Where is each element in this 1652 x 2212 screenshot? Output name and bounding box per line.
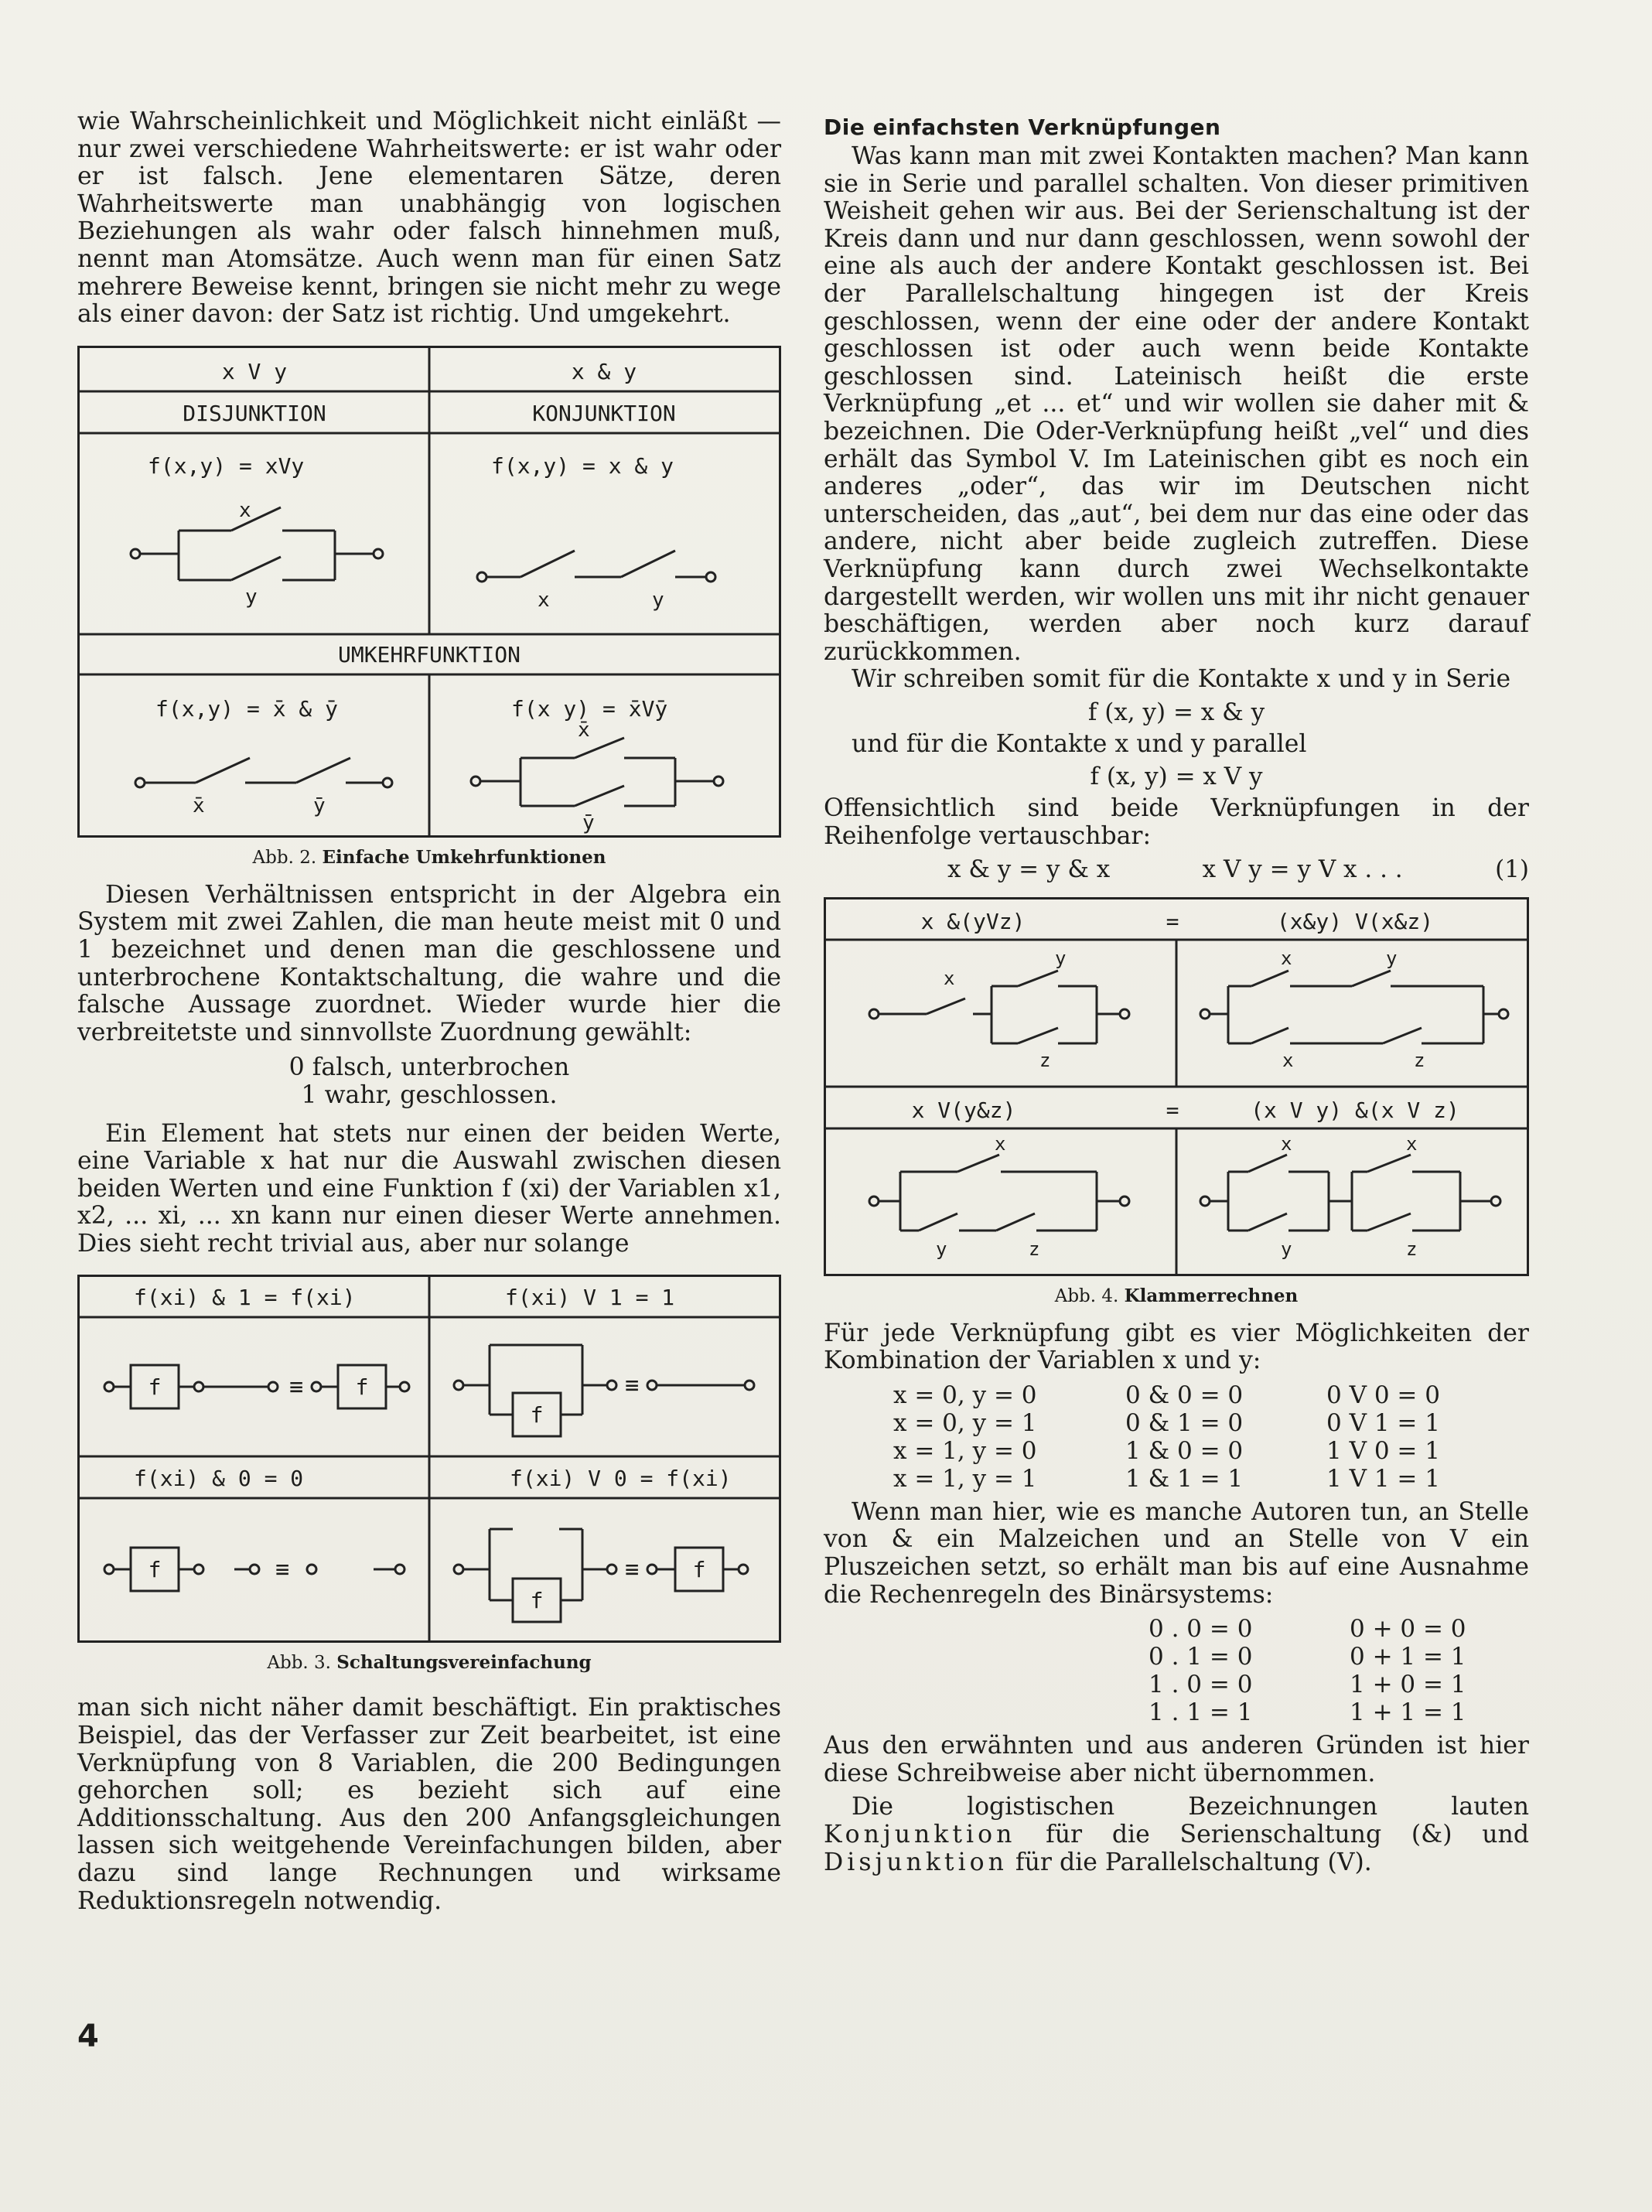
fig4-row1-left: x &(yVz) xyxy=(920,908,1026,934)
fig3-cell-4: f(xi) V 0 = f(xi) xyxy=(510,1466,732,1492)
fig2-umkehr-right: f(x y) = x̄Vȳ xyxy=(511,695,668,722)
fig2-label-xbar: x̄ xyxy=(193,794,205,818)
figure-2-caption xyxy=(77,847,781,868)
figure-4-caption xyxy=(824,1285,1529,1306)
fig2-umkehr-left: f(x,y) = x̄ & ȳ xyxy=(155,695,339,722)
term-disjunktion: Disjunktion xyxy=(824,1848,1008,1876)
formula-part: x & y = y & x xyxy=(947,855,1111,883)
text-run: für die Parallelschaltung (V). xyxy=(1007,1848,1372,1876)
assignment-line: 1 wahr, geschlossen. xyxy=(301,1080,558,1109)
fig3-cell-2: f(xi) V 1 = 1 xyxy=(505,1285,675,1311)
binary-cell: 0 + 0 = 0 xyxy=(1350,1615,1466,1644)
equation-number: (1) xyxy=(1495,855,1529,883)
fig4-circuit-3 xyxy=(869,1155,1129,1231)
figure-2 xyxy=(77,346,781,838)
term-konjunktion: Konjunktion xyxy=(824,1821,1016,1848)
binary-cell: 1 . 0 = 0 xyxy=(1149,1671,1253,1699)
paragraph: Ein Element hat stets nur einen der beiden Werte, eine Variable x hat nur die Auswahl zwischen diesen beiden Werten und eine Funktion f (xi) der Variablen x1, x2, ... xi, ... xn kann nur einen dieser Werte annehmen. Dies sieht recht trivial aus, aber nur solange xyxy=(77,1119,781,1258)
truth-cell: 1 V 1 = 1 xyxy=(1326,1464,1440,1493)
fig4-circuit-2 xyxy=(1200,971,1508,1043)
binary-cell: 0 + 1 = 1 xyxy=(1350,1643,1466,1671)
fig4-row1-eq: = xyxy=(1166,908,1179,934)
fig4-label-x: x xyxy=(1281,947,1292,969)
binary-cell: 0 . 1 = 0 xyxy=(1149,1643,1253,1671)
binary-cell: 1 + 1 = 1 xyxy=(1350,1698,1466,1727)
fig2-label-y2: y xyxy=(652,588,664,612)
truth-cell: 1 & 0 = 0 xyxy=(1125,1436,1244,1465)
paragraph: Offensichtlich sind beide Verknüpfungen in der Reihenfolge vertauschbar: xyxy=(824,794,1529,851)
fig4-label-y: y xyxy=(936,1237,947,1260)
fig3-equiv: ≡ xyxy=(624,1372,640,1400)
disjunction-circuit xyxy=(131,507,383,580)
binary-table xyxy=(824,1615,1529,1726)
paragraph: Aus den erwähnten und aus anderen Gründen ist hier diese Schreibweise aber nicht übernommen. xyxy=(824,1732,1529,1787)
fig3-box-f: f xyxy=(148,1374,162,1401)
fig2-label-ybar: ȳ xyxy=(313,794,326,818)
fig3-box-f: f xyxy=(148,1557,162,1583)
truth-cell: 0 V 0 = 0 xyxy=(1326,1381,1440,1409)
conjunction-circuit xyxy=(477,551,715,582)
fig3-box-f: f xyxy=(355,1374,369,1401)
assignment-line: 0 falsch, unterbrochen xyxy=(288,1053,570,1082)
fig4-label-z: z xyxy=(1039,1049,1051,1071)
binary-cell: 1 . 1 = 1 xyxy=(1149,1698,1253,1727)
paragraph: Wir schreiben somit für die Kontakte x und y in Serie xyxy=(852,665,1511,694)
fig2-umkehr-title: UMKEHRFUNKTION xyxy=(337,641,521,667)
fig4-label-x: x xyxy=(944,967,955,989)
fig4-label-x: x xyxy=(1281,1132,1292,1155)
caption-title: Schaltungsvereinfachung xyxy=(336,1652,592,1674)
fig4-label-z: z xyxy=(1414,1049,1425,1071)
text-run: Die logistischen Bezeichnungen lauten xyxy=(852,1793,1529,1821)
binary-cell: 1 + 0 = 1 xyxy=(1350,1671,1466,1699)
truth-cell: x = 0, y = 1 xyxy=(893,1408,1037,1437)
truth-cell: 1 V 0 = 1 xyxy=(1326,1436,1440,1465)
fig4-row1-right: (x&y) V(x&z) xyxy=(1276,908,1434,934)
fig3-circuit-2 xyxy=(454,1345,754,1436)
caption-title: Klammerrechnen xyxy=(1124,1285,1299,1306)
section-heading: Die einfachsten Verknüpfungen xyxy=(824,114,1221,140)
fig2-formula-left: f(x,y) = xVy xyxy=(148,452,305,479)
fig2-label-ybar2: ȳ xyxy=(582,811,595,835)
formula: f (x, y) = x & y xyxy=(1087,698,1265,726)
fig2-label-y: y xyxy=(245,585,258,609)
fig2-title-konjunktion: KONJUNKTION xyxy=(532,400,676,426)
paragraph: Was kann man mit zwei Kontakten machen? Man kann sie in Serie und parallel schalten. Von dieser primitiven Weisheit gehen wir aus. Bei der Serienschaltung ist der Kreis dann und nur dann geschlossen, wenn sowohl der eine als auch der andere Kontakt geschlossen ist. Bei der Parallelschaltung hingegen ist der Kreis geschlossen, wenn der eine oder der andere Kontakt geschlossen ist oder auch wenn beide Kontakte geschlossen sind. Lateinisch heißt die erste Verknüpfung „et ... et“ und wir wollen sie daher mit & bezeichnen. Die Oder-Verknüpfung heißt „vel“ und dies erhält das Symbol V. Im Lateinischen gibt es noch ein anderes „oder“, das wir im Deutschen nicht unterscheiden, das „aut“, bei dem nur das eine oder das andere, nicht aber beide zugleich zutreffen. Diese Verknüpfung kann durch zwei Wechselkontakte dargestellt werden, wir wollen uns mit ihr nicht genauer beschäftigen, werden aber noch kurz darauf zurückkommen. xyxy=(824,142,1529,666)
truth-cell: x = 1, y = 1 xyxy=(893,1464,1037,1493)
truth-cell: 1 & 1 = 1 xyxy=(1125,1464,1244,1493)
fig4-label-z: z xyxy=(1406,1237,1418,1260)
truth-cell: 0 & 0 = 0 xyxy=(1125,1381,1244,1409)
fig4-label-y: y xyxy=(1386,947,1398,969)
fig4-label-x: x xyxy=(1406,1132,1418,1155)
fig2-label-x: x xyxy=(239,498,251,522)
fig4-label-z: z xyxy=(1029,1237,1040,1260)
fig3-equiv: ≡ xyxy=(288,1374,304,1401)
fig3-equiv: ≡ xyxy=(275,1556,290,1584)
fig2-formula-right: f(x,y) = x & y xyxy=(491,452,674,479)
truth-cell: 0 & 1 = 0 xyxy=(1125,1408,1244,1437)
right-column xyxy=(824,113,1529,1876)
caption-title: Einfache Umkehrfunktionen xyxy=(322,846,606,868)
caption-prefix: Abb. 4. xyxy=(1054,1285,1119,1306)
fig2-label-xbar2: x̄ xyxy=(578,718,590,742)
truth-cell: x = 1, y = 0 xyxy=(893,1436,1037,1465)
fig4-circuit-4 xyxy=(1200,1155,1500,1231)
paragraph: und für die Kontakte x und y parallel xyxy=(852,729,1307,758)
figure-4-diagram xyxy=(826,899,1527,1274)
truth-cell: 0 V 1 = 1 xyxy=(1326,1408,1440,1437)
figure-3-diagram xyxy=(80,1277,779,1640)
fig3-cell-1: f(xi) & 1 = f(xi) xyxy=(134,1285,356,1311)
fig2-header-left: x V y xyxy=(221,358,288,384)
paragraph: Wenn man hier, wie es manche Autoren tun, an Stelle von & ein Malzeichen und an Stelle von V ein Pluszeichen setzt, so erhält man bis auf eine Ausnahme die Rechenregeln des Binärsystems: xyxy=(824,1497,1529,1609)
paragraph: man sich nicht näher damit beschäftigt. Ein praktisches Beispiel, das der Verfasser zur Zeit bearbeitet, ist eine Verknüpfung von 8 Variablen, die 200 Bedingungen gehorchen soll; es bezieht sich auf eine Additionsschaltung. Aus den 200 Anfangsgleichungen lassen sich weitgehende Vereinfachungen bilden, aber dazu sind lange Rechnungen und wirksame Reduktionsregeln notwendig. xyxy=(77,1694,781,1915)
formula-commutative xyxy=(824,855,1529,883)
fig2-title-disjunktion: DISJUNKTION xyxy=(183,400,326,426)
fig4-row2-right: (x V y) &(x V z) xyxy=(1251,1097,1459,1123)
fig3-cell-3: f(xi) & 0 = 0 xyxy=(134,1466,304,1492)
binary-cell: 0 . 0 = 0 xyxy=(1149,1615,1253,1644)
fig4-label-y: y xyxy=(1281,1237,1292,1260)
formula: f (x, y) = x V y xyxy=(1090,763,1263,791)
fig3-box-f: f xyxy=(530,1402,544,1429)
fig4-circuit-1 xyxy=(869,971,1129,1043)
fig4-label-x: x xyxy=(1282,1049,1294,1071)
fig4-row2-left: x V(y&z) xyxy=(911,1097,1016,1123)
page-number: 4 xyxy=(77,2019,99,2054)
paragraph: wie Wahrscheinlichkeit und Möglichkeit nicht einläßt — nur zwei verschiedene Wahrheitswerte: er ist wahr oder er ist falsch. Jene elementaren Sätze, deren Wahrheitswerte man unabhängig von logischen Beziehungen als wahr oder falsch hinnehmen muß, nennt man Atomsätze. Auch wenn man für einen Satz mehrere Beweise kennt, bringen sie nicht mehr zu wege als einer davon: der Satz ist richtig. Und umgekehrt. xyxy=(77,108,781,329)
fig4-label-x: x xyxy=(995,1132,1006,1155)
figure-4 xyxy=(824,897,1529,1276)
fig4-label-y: y xyxy=(1055,947,1067,969)
paragraph-terms xyxy=(824,1794,1529,1876)
truth-table xyxy=(824,1381,1529,1493)
left-column xyxy=(77,108,781,1915)
fig3-box-f: f xyxy=(692,1557,706,1583)
caption-prefix: Abb. 2. xyxy=(252,847,317,868)
figure-2-diagram xyxy=(80,348,779,835)
fig3-box-f: f xyxy=(530,1588,544,1614)
inverse-conjunction-circuit xyxy=(135,758,392,787)
figure-3 xyxy=(77,1275,781,1643)
fig2-header-right: x & y xyxy=(571,358,637,384)
inverse-disjunction-circuit xyxy=(471,738,723,806)
figure-3-caption xyxy=(77,1652,781,1673)
paragraph: Diesen Verhältnissen entspricht in der Algebra ein System mit zwei Zahlen, die man heute meist mit 0 und 1 bezeichnet und denen man die geschlossene und unterbrochene Kontaktschaltung, die wahre und die falsche Aussage zuordnet. Wieder wurde hier die verbreitetste und sinnvollste Zuordnung gewählt: xyxy=(77,880,781,1046)
paragraph: Für jede Verknüpfung gibt es vier Möglichkeiten der Kombination der Variablen x und y: xyxy=(824,1319,1529,1375)
fig4-row2-eq: = xyxy=(1166,1097,1179,1123)
fig2-label-x2: x xyxy=(538,588,550,612)
truth-cell: x = 0, y = 0 xyxy=(893,1381,1037,1409)
text-run: für die Serienschaltung (&) und xyxy=(1015,1821,1529,1848)
formula-part: x V y = y V x . . . xyxy=(1202,855,1403,883)
caption-prefix: Abb. 3. xyxy=(267,1653,331,1674)
fig3-equiv: ≡ xyxy=(624,1556,640,1584)
